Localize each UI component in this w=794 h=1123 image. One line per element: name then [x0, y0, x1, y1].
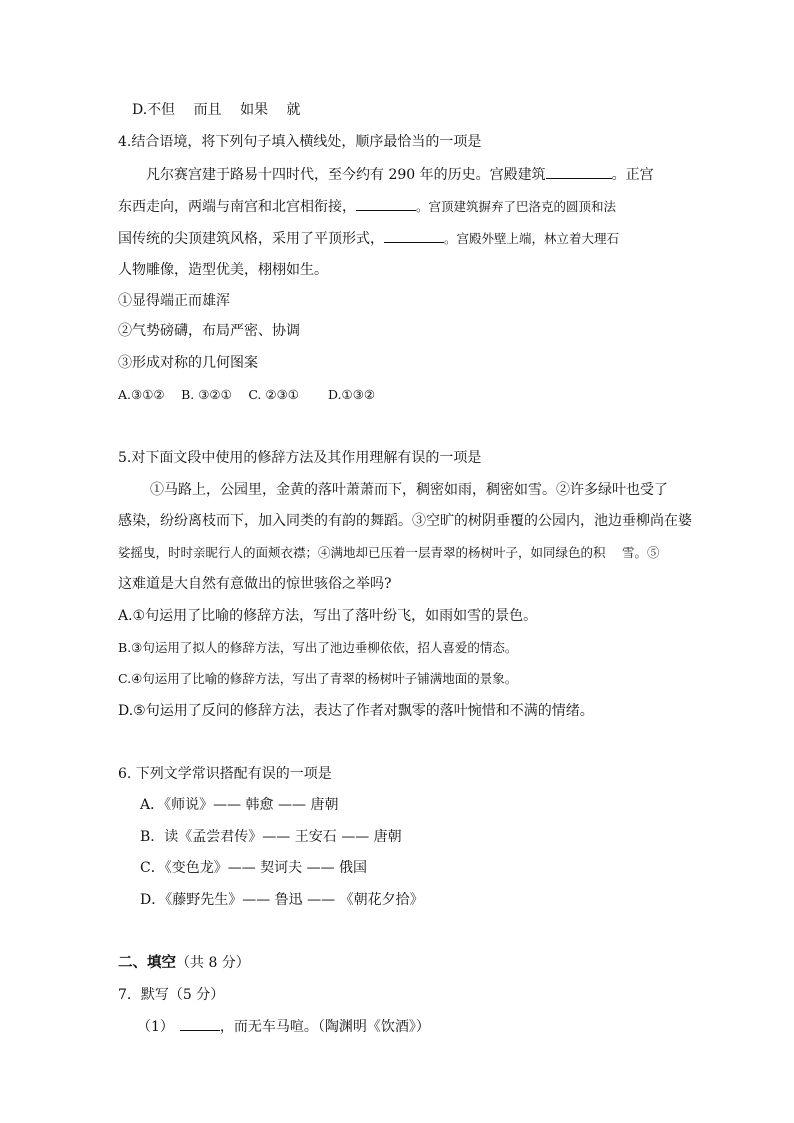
q4-passage-line-1	[146, 164, 654, 185]
q6-stem: 6. 下列文学常识搭配有误的一项是	[118, 766, 332, 782]
q4-stem: 4.结合语境，将下列句子填入横线处，顺序最恰当的一项是	[118, 134, 482, 150]
q4-passage-text: 。宫殿外壁上端，林立着大理石	[444, 231, 620, 246]
q5-passage-line-1: ①马路上，公园里，金黄的落叶萧萧而下，稠密如雨，稠密如雪。②许多绿叶也受了	[150, 482, 668, 498]
q7-item-text: ，而无车马喧。（陶渊明《饮酒》）	[219, 1019, 430, 1035]
q4-passage-text: 凡尔赛宫建于路易十四时代，至今约有 290 年的历史。宫殿建筑	[146, 167, 546, 183]
q5-passage-line-2: 感染，纷纷离枝而下，加入同类的有韵的舞蹈。③空旷的树阴垂覆的公园内，池边垂柳尚在婆	[118, 513, 692, 529]
q6-option-d: D．《藤野先生》—— 鲁迅 —— 《朝花夕拾》	[140, 892, 424, 908]
q3-option-d: D.不但 而且 如果 就	[132, 102, 301, 118]
q5-stem: 5.对下面文段中使用的修辞方法及其作用理解有误的一项是	[118, 450, 482, 466]
q5-option-b: B.③句运用了拟人的修辞方法，写出了池边垂柳依依，招人喜爱的情态。	[118, 640, 518, 655]
q5-option-d: D.⑤句运用了反问的修辞方法，表达了作者对飘零的落叶惋惜和不满的情绪。	[118, 703, 594, 719]
q7-stem: 7．默写（5 分）	[118, 987, 225, 1003]
q6-option-b: B．读《孟尝君传》—— 王安石 —— 唐朝	[140, 829, 402, 845]
q7-blank-1	[180, 1016, 220, 1031]
section-2-heading	[118, 953, 250, 973]
q4-sentence-1: ①显得端正而雄浑	[118, 293, 230, 309]
q4-passage-text: 国传统的尖顶建筑风格，采用了平顶形式，	[118, 231, 384, 247]
q7-item-number: （1）	[137, 1019, 174, 1035]
q6-option-a: A．《师说》—— 韩愈 —— 唐朝	[140, 797, 339, 813]
q4-passage-text: 。正宫	[611, 167, 654, 183]
q5-passage-line-4: 这难道是大自然有意做出的惊世骇俗之举吗?	[118, 576, 392, 592]
q4-blank-3	[384, 228, 444, 243]
q5-option-c: C.④句运用了比喻的修辞方法，写出了青翠的杨树叶子铺满地面的景象。	[118, 671, 518, 686]
section-2-score: （共 8 分）	[176, 955, 250, 971]
q5-passage-line-3: 娑摇曳，时时亲昵行人的面颊衣襟；④满地却已压着一层青翠的杨树叶子，如同绿色的积 雪。⑤	[118, 545, 660, 560]
q4-blank-2	[356, 196, 416, 211]
q6-option-c: C．《变色龙》—— 契诃夫 —— 俄国	[140, 860, 368, 876]
q4-passage-line-4: 人物雕像，造型优美，栩栩如生。	[118, 262, 328, 278]
q4-passage-line-3	[118, 228, 619, 249]
q4-sentence-2: ②气势磅礴，布局严密、协调	[118, 323, 300, 339]
q4-blank-1	[546, 164, 612, 179]
q7-item-1	[137, 1016, 430, 1037]
q5-option-a: A.①句运用了比喻的修辞方法，写出了落叶纷飞，如雨如雪的景色。	[118, 608, 538, 624]
q4-options: A.③①② B. ③②① C. ②③① D.①③②	[118, 387, 376, 402]
q4-passage-text: 东西走向，两端与南宫和北宫相衔接，	[118, 199, 356, 215]
q4-passage-text: 。宫顶建筑摒弃了巴洛克的圆顶和法	[416, 199, 617, 214]
q4-passage-line-2	[118, 196, 616, 217]
q4-sentence-3: ③形成对称的几何图案	[118, 355, 258, 371]
section-2-title: 二、填空	[118, 954, 176, 971]
